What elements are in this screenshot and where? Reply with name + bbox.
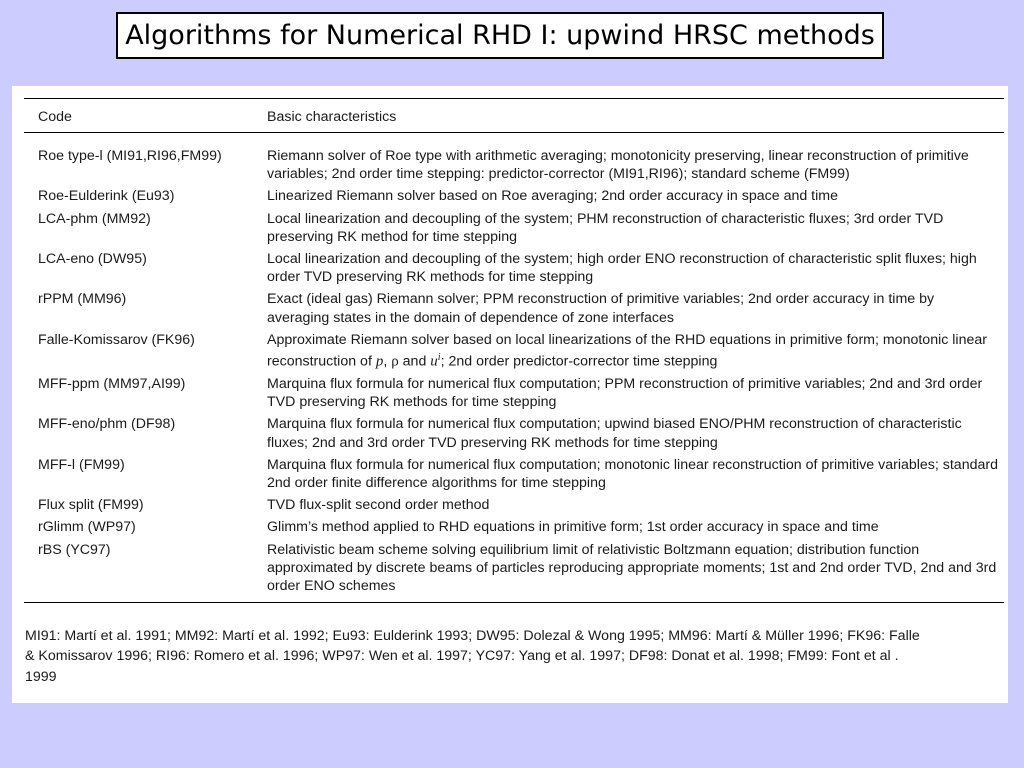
row-code: MFF-l (FM99) <box>38 456 125 473</box>
desc-text-after: ; 2nd order predictor-corrector time stepping <box>440 353 718 370</box>
symbol-p: p <box>375 353 384 370</box>
content-panel <box>12 86 1008 703</box>
row-characteristics: Marquina flux formula for numerical flux computation; upwind biased ENO/PHM reconstruction of characteristic fluxes; 2nd and 3rd order TVD preserving RK methods for time stepping <box>267 416 962 451</box>
row-code: Flux split (FM99) <box>38 497 144 514</box>
row-characteristics: Exact (ideal gas) Riemann solver; PPM reconstruction of primitive variables; 2nd order accuracy in time by averaging states in the domain of dependence of zone interfaces <box>267 291 935 326</box>
row-code: rBS (YC97) <box>38 541 111 558</box>
symbol-u-superscript: i <box>437 352 441 364</box>
methods-table <box>24 98 1004 603</box>
row-code: Falle-Komissarov (FK96) <box>38 331 195 348</box>
table-row <box>24 288 1004 328</box>
table-row <box>24 454 1004 494</box>
header-characteristics: Basic characteristics <box>267 108 397 125</box>
row-code: MFF-eno/phm (DF98) <box>38 416 176 433</box>
header-code: Code <box>38 108 72 125</box>
table-row <box>24 208 1004 248</box>
row-characteristics: Approximate Riemann solver based on local linearizations of the RHD equations in primitive form; monotonic linear reconstruction of p, ρ and $u^i$; 2nd order predictor-corrector time stepping <box>267 331 987 370</box>
row-characteristics: Glimm’s method applied to RHD equations in primitive form; 1st order accuracy in space and time <box>267 519 879 536</box>
table-row <box>24 133 1004 186</box>
row-code: rGlimm (WP97) <box>38 519 136 536</box>
table-row <box>24 329 1004 373</box>
row-code: LCA-eno (DW95) <box>38 251 147 268</box>
row-characteristics: Relativistic beam scheme solving equilibrium limit of relativistic Boltzmann equation; distribution function approximated by discrete beams of particles reproducing appropriate moments; 1st and 2nd order TVD, 2nd and 3rd order ENO schemes <box>267 541 997 594</box>
table-row <box>24 185 1004 207</box>
table-header-row <box>24 99 1004 133</box>
row-characteristics: Local linearization and decoupling of the system; PHM reconstruction of characteristic fluxes; 3rd order TVD preserving RK method for time stepping <box>267 210 944 245</box>
table-row <box>24 413 1004 453</box>
row-characteristics: Marquina flux formula for numerical flux computation; PPM reconstruction of primitive variables; 2nd and 3rd order TVD preserving RK methods for time stepping <box>267 375 983 411</box>
table-row <box>24 373 1004 413</box>
row-characteristics: TVD flux-split second order method <box>267 497 490 514</box>
row-code: rPPM (MM96) <box>38 291 127 308</box>
desc-text-before: Approximate Riemann solver based on local linearizations of the RHD equations in primitive form; monotonic linear reconstruction of <box>267 331 987 370</box>
row-code: Roe-Eulderink (Eu93) <box>38 188 175 205</box>
table-row <box>24 539 1004 603</box>
symbol-rho: ρ <box>391 353 399 370</box>
row-characteristics: Linearized Riemann solver based on Roe averaging; 2nd order accuracy in space and time <box>267 188 838 205</box>
row-code: LCA-phm (MM92) <box>38 210 151 227</box>
row-characteristics: Riemann solver of Roe type with arithmetic averaging; monotonicity preserving, linear reconstruction of primitive variables; 2nd order time stepping: predictor-corrector (MI91,RI96); standard scheme (FM99) <box>267 148 969 183</box>
symbol-and: and <box>402 353 427 370</box>
row-code: Roe type-l (MI91,RI96,FM99) <box>38 148 222 164</box>
row-characteristics: Marquina flux formula for numerical flux computation; monotonic linear reconstruction of primitive variables; standard 2nd order finite difference algorithms for time stepping <box>267 456 998 491</box>
row-characteristics: Local linearization and decoupling of the system; high order ENO reconstruction of characteristic split fluxes; high order TVD preserving RK methods for time stepping <box>267 251 977 286</box>
table-row <box>24 248 1004 288</box>
table-row <box>24 494 1004 516</box>
row-code: MFF-ppm (MM97,AI99) <box>38 375 186 392</box>
slide-title: Algorithms for Numerical RHD I: upwind HRSC methods <box>116 12 884 59</box>
table-row <box>24 516 1004 538</box>
symbol-u: u <box>430 353 438 370</box>
references-footnote: MI91: Martí et al. 1991; MM92: Martí et al. 1992; Eu93: Eulderink 1993; DW95: Dolezal & Wong 1995; MM96: Martí & Müller 1996; FK96: Falle & Komissarov 1996; RI96: Romero et al. 1996; WP97: Wen et al. 1997; YC97: Yang et al. 1997; DF98: Donat et al. 1998; FM99: Font et al . 1999 <box>25 628 920 685</box>
